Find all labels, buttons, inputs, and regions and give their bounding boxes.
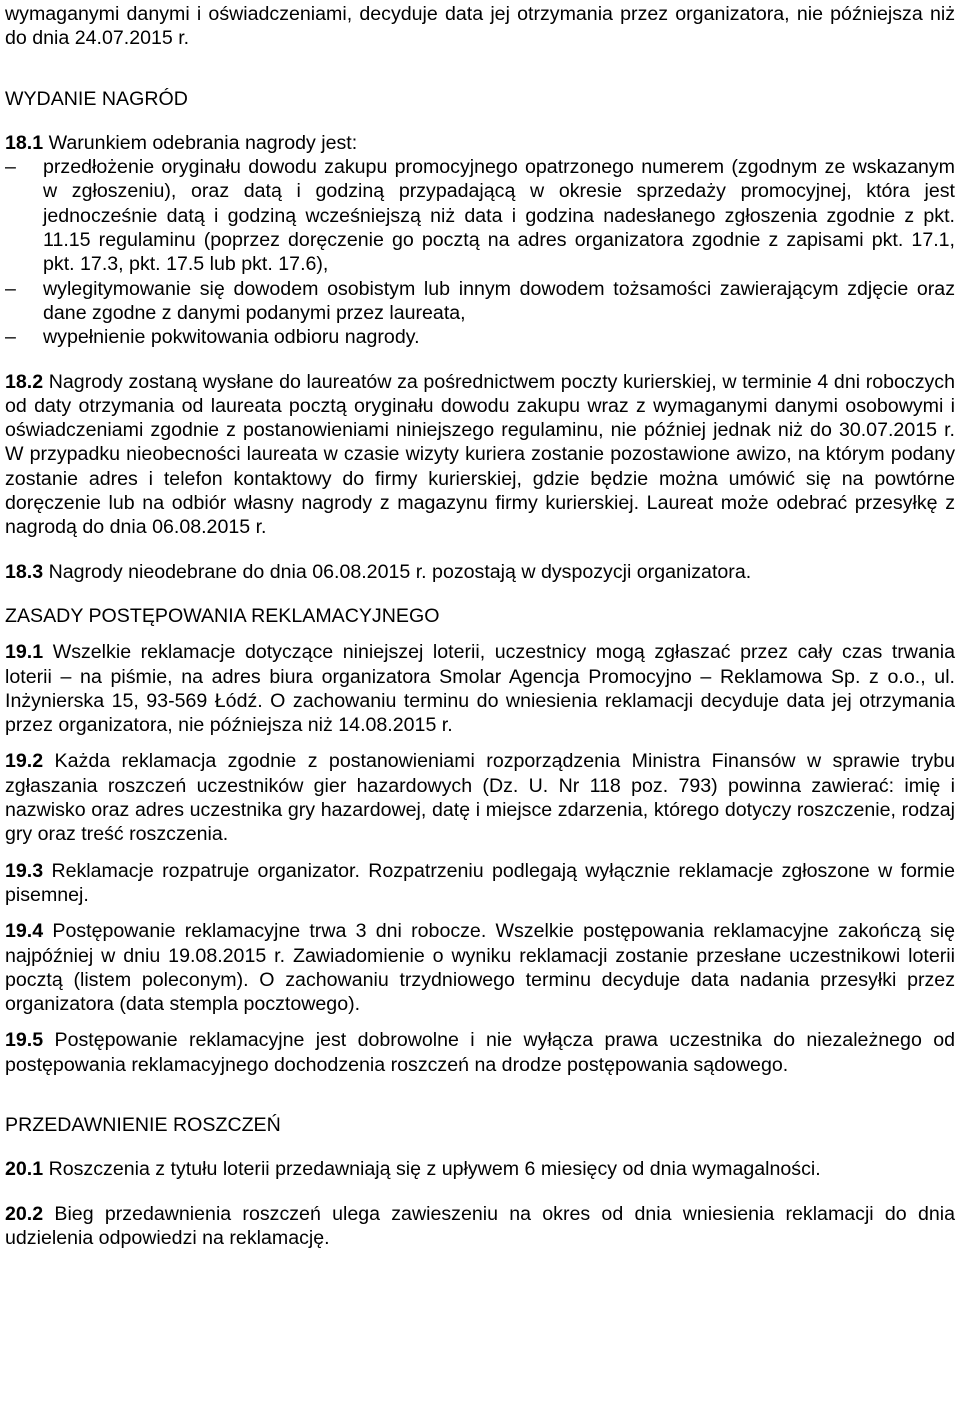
- paragraph-text: Nagrody nieodebrane do dnia 06.08.2015 r. pozostają w dyspozycji organizatora.: [43, 560, 752, 583]
- list-item: [5, 277, 955, 326]
- paragraph-number: 20.1: [5, 1158, 44, 1181]
- paragraph-20-2: [5, 1202, 955, 1251]
- paragraph-19-2: [5, 749, 955, 846]
- paragraph-19-4: [5, 919, 955, 1016]
- paragraph-number: 18.2: [5, 370, 44, 393]
- paragraph-19-5: [5, 1028, 955, 1077]
- paragraph-18-2: [5, 370, 955, 540]
- paragraph-text: Nagrody zostaną wysłane do laureatów za pośrednictwem poczty kurierskiej, w terminie 4 dni roboczych od daty otrzymania od laureata pocztą oryginału dowodu zakupu wraz z wymaganymi danymi osobowymi i oświadczeniami zgodnie z postanowieniami niniejszego regulaminu, nie później jednak niż do 30.07.2015 r. W przypadku nieobecności laureata w czasie wizyty kuriera zostanie pozostawione awizo, na którym podany zostanie adres i telefon kontaktowy do firmy kurierskiej, gdzie będzie można umówić się na powtórne doręczenie lub na odbiór własny nagrody z magazynu firmy kurierskiej. Laureat może odebrać przesyłkę z nagrodą do dnia 06.08.2015 r.: [5, 370, 955, 539]
- list-item: [5, 155, 955, 276]
- paragraph-text: Roszczenia z tytułu loterii przedawniają się z upływem 6 miesięcy od dnia wymagalności.: [43, 1158, 821, 1181]
- section-heading-limitation: PRZEDAWNIENIE ROSZCZEŃ: [5, 1113, 281, 1136]
- paragraph-text: Bieg przedawnienia roszczeń ulega zawieszeniu na okres od dnia wniesienia reklamacji do dnia udzielenia odpowiedzi na reklamację.: [5, 1202, 955, 1249]
- paragraph-number: 18.3: [5, 560, 44, 583]
- section-heading-complaints: ZASADY POSTĘPOWANIA REKLAMACYJNEGO: [5, 604, 440, 627]
- paragraph-number: 19.5: [5, 1029, 44, 1052]
- paragraph-number: 18.1: [5, 131, 44, 154]
- paragraph-text: Wszelkie reklamacje dotyczące niniejszej loterii, uczestnicy mogą zgłaszać przez cały czas trwania loterii – na piśmie, na adres biura organizatora Smolar Agencja Promocyjno – Reklamowa Sp. z o.o., ul. Inżynierska 15, 93-569 Łódź. O zachowaniu terminu do wniesienia reklamacji decyduje data jej otrzymania przez organizatora, nie późniejsza niż 14.08.2015 r.: [5, 641, 955, 737]
- dash-bullet: –: [5, 156, 16, 179]
- paragraph-text: Postępowanie reklamacyjne trwa 3 dni robocze. Wszelkie postępowania reklamacyjne zakończą się najpóźniej w dniu 19.08.2015 r. Zawiadomienie o wyniku reklamacji zostanie przesłane uczestnikowi loterii pocztą (listem poleconym). O zachowaniu trzydniowego terminu decyduje data nadania przesyłki przez organizatora (data stempla pocztowego).: [5, 920, 955, 1016]
- paragraph-text: Warunkiem odebrania nagrody jest:: [43, 131, 358, 154]
- award-conditions-list: [5, 155, 955, 349]
- paragraph-number: 20.2: [5, 1202, 44, 1225]
- paragraph-18-3: [5, 560, 955, 584]
- paragraph-20-1: [5, 1157, 955, 1181]
- paragraph-number: 19.3: [5, 859, 44, 882]
- paragraph-text: Postępowanie reklamacyjne jest dobrowolne i nie wyłącza prawa uczestnika do niezależnego od postępowania reklamacyjnego dochodzenia roszczeń na drodze postępowania sądowego.: [5, 1029, 955, 1076]
- list-item-text: wylegitymowanie się dowodem osobistym lub innym dowodem tożsamości zawierającym zdjęcie oraz dane zgodne z danymi podanymi przez laureata,: [43, 277, 955, 324]
- paragraph-number: 19.2: [5, 750, 44, 773]
- paragraph-text: Każda reklamacja zgodnie z postanowieniami rozporządzenia Ministra Finansów w sprawie trybu zgłaszania roszczeń uczestników gier hazardowych (Dz. U. Nr 118 poz. 793) powinna zawierać: imię i nazwisko oraz adres uczestnika gry hazardowej, datę i miejsce zdarzenia, którego dotyczy roszczenie, rodzaj gry oraz treść roszczenia.: [5, 750, 955, 846]
- list-item-text: przedłożenie oryginału dowodu zakupu promocyjnego opatrzonego numerem (zgodnym ze wskazanym w zgłoszeniu), oraz datą i godziną przypadającą w okresie sprzedaży promocyjnej, która jest jednocześnie datą i godziną wcześniejszą niż data i godzina nadesłanego zgłoszenia zgodnie z pkt. 11.15 regulaminu (poprzez doręczenie go pocztą na adres organizatora zgodnie z zapisami pkt. 17.1, pkt. 17.3, pkt. 17.5 lub pkt. 17.6),: [43, 156, 955, 276]
- paragraph-number: 19.4: [5, 920, 44, 943]
- paragraph-number: 19.1: [5, 641, 44, 664]
- section-heading-awards: WYDANIE NAGRÓD: [5, 87, 188, 110]
- intro-paragraph: wymaganymi danymi i oświadczeniami, decyduje data jej otrzymania przez organizatora, nie późniejsza niż do dnia 24.07.2015 r.: [5, 3, 955, 50]
- document-page: [5, 2, 955, 1250]
- dash-bullet: –: [5, 326, 16, 349]
- paragraph-text: Reklamacje rozpatruje organizator. Rozpatrzeniu podlegają wyłącznie reklamacje zgłoszone w formie pisemnej.: [5, 859, 955, 906]
- list-item-text: wypełnienie pokwitowania odbioru nagrody.: [43, 326, 420, 349]
- paragraph-19-3: [5, 859, 955, 908]
- list-item: [5, 325, 955, 349]
- paragraph-19-1: [5, 640, 955, 737]
- dash-bullet: –: [5, 277, 16, 300]
- paragraph-18-1: [5, 131, 955, 155]
